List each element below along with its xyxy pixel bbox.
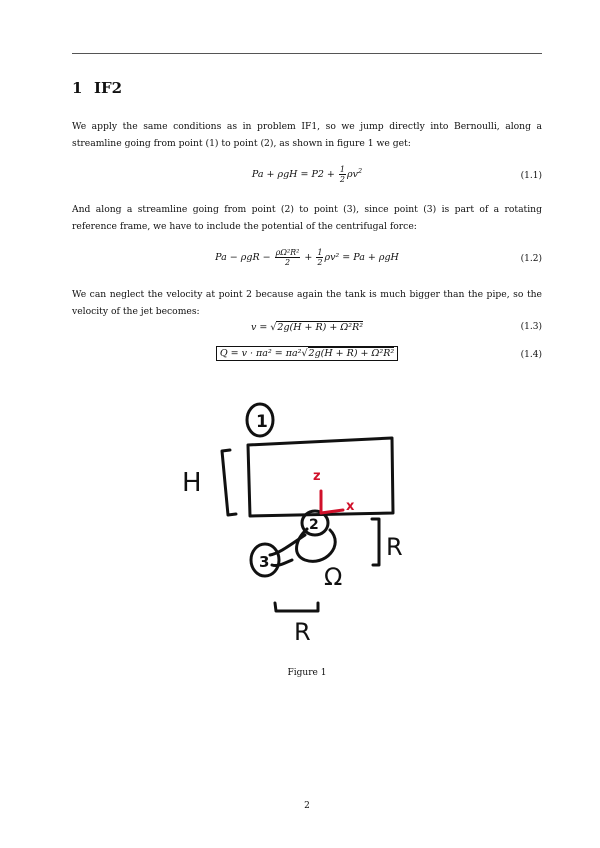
label-R-side: R: [386, 533, 403, 561]
header-rule: [72, 53, 542, 54]
eq2-tag: (1.2): [520, 254, 542, 264]
label-H: H: [182, 468, 202, 498]
eq2-fraction-2: $\frac{1}{2}$: [317, 248, 323, 267]
h-bracket: [222, 450, 236, 515]
equation-1-1: Pa + ρgH = P2 + $\frac{1}{2}$ $\rho v^2$ (1.1): [251, 165, 542, 184]
eq1-tag: (1.1): [520, 171, 542, 181]
label-axis-z: z: [313, 469, 321, 484]
label-point-1: 1: [256, 412, 268, 432]
label-R-bottom: R: [294, 618, 311, 646]
paragraph-1: We apply the same conditions as in problem IF1, so we jump directly into Bernoulli, along a streamline going from point (1) to point (2), as shown in figure 1 we get:: [72, 121, 542, 149]
equation-1-4: [72, 348, 542, 370]
equation-1-3: v = √2g(H + R) + Ω²R² (1.3): [250, 322, 542, 333]
paragraph-3: We can neglect the velocity at point 2 because again the tank is much bigger than the pipe, so the velocity of the jet becomes:: [72, 289, 542, 317]
eq3-tag: (1.3): [520, 322, 542, 332]
label-point-3: 3: [259, 553, 270, 571]
eq1-rhs: ρv: [347, 169, 358, 180]
sketch-figure: [160, 395, 450, 655]
eq3-radical: 2g(H + R) + Ω²R²: [277, 322, 364, 333]
r-bottom-bracket: [275, 603, 318, 611]
boxed-result: Q = v · πa² = πa²√2g(H + R) + Ω²R²: [216, 346, 398, 361]
section-title: IF2: [94, 79, 123, 97]
eq1-lhs: Pa + ρgH = P2 +: [251, 169, 338, 180]
label-omega: Ω: [324, 563, 343, 591]
eq4-tag: (1.4): [520, 350, 542, 360]
section-heading: [72, 79, 122, 97]
page-number: 2: [304, 801, 310, 811]
eq2-fraction-1: $\frac{\text{ρΩ²R²}}{2}$: [275, 248, 300, 267]
paragraph-2: And along a streamline going from point (2) to point (3), since point (3) is part of a rotating reference frame, we have to include the potential of the centrifugal force:: [72, 204, 542, 232]
x-axis: [321, 510, 343, 513]
label-axis-x: x: [346, 499, 355, 514]
r-side-bracket: [372, 519, 379, 565]
figure-caption: Figure 1: [287, 668, 327, 678]
section-number: 1: [72, 79, 83, 97]
equation-1-2: Pa − ρgR − $\frac{\text{ρΩ²R²}}{2}$ + $\frac{1}{2}$ ρv² = Pa + ρgH (1.2): [215, 248, 542, 267]
eq1-fraction: $\frac{1}{2}$: [339, 165, 345, 184]
label-point-2: 2: [309, 517, 319, 533]
